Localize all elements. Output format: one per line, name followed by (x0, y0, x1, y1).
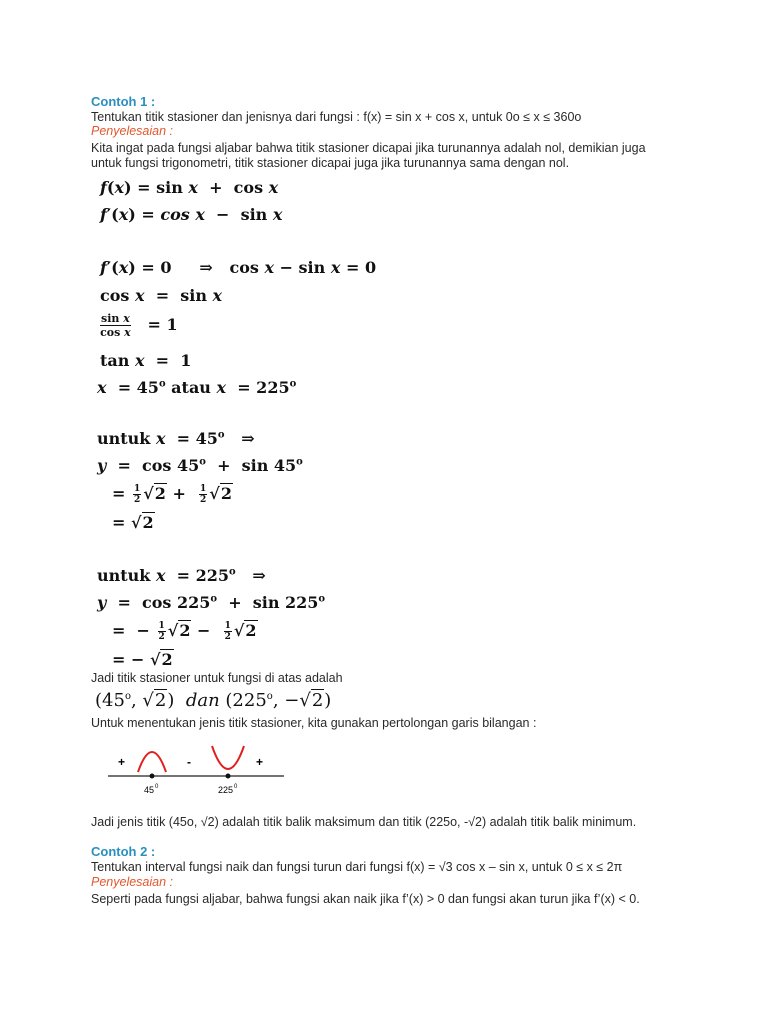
label-45-sup: 0 (155, 784, 159, 790)
label-225-sup: 0 (234, 784, 238, 790)
equation-case2-result: = − √2 (112, 650, 173, 669)
number-line-diagram (100, 740, 290, 800)
conclusion-stationary-points: Jadi titik stasioner untuk fungsi di atas adalah (91, 671, 343, 685)
equation-cos-eq-sin: cos x = sin x (100, 286, 223, 305)
point-225 (226, 774, 231, 779)
sign-1: + (118, 755, 126, 769)
example1-solution-label: Penyelesaian : (91, 124, 174, 138)
equation-f: f(x) = sin x + cos x (100, 178, 279, 197)
equation-solutions: $x = 45^o$ atau $x = 225^o$ (97, 378, 297, 397)
minimum-curve (212, 746, 244, 769)
equation-ratio: $\frac{\text{sin x}}{\text{cos x}} = 1$ (100, 312, 178, 339)
example2-solution-label: Penyelesaian : (91, 875, 174, 889)
equation-case1-result: = √2 (112, 513, 154, 532)
example2-intro: Seperti pada fungsi aljabar, bahwa fungsi akan naik jika f’(x) > 0 dan fungsi akan turun jika f’(x) < 0. (91, 892, 640, 906)
equation-derivative-zero: f′(x) = 0 ⇒ cos x − sin x = 0 (100, 258, 377, 277)
number-line-intro: Untuk menentukan jenis titik stasioner, kita gunakan pertolongan garis bilangan : (91, 716, 537, 730)
label-225: 225 (218, 785, 234, 795)
equation-case1-y: y = cos 45$^o$ + sin 45$^o$ (97, 456, 303, 475)
equation-case1: untuk $x = 45^o$ ⇒ (97, 429, 255, 448)
conclusion-types: Jadi jenis titik (45o, √2) adalah titik balik maksimum dan titik (225o, -√2) adalah titik balik minimum. (91, 815, 637, 829)
equation-case2-step: = − $\frac{1}{2}$ √2 − $\frac{1}{2}$ √2 (112, 621, 257, 642)
example2-heading: Contoh 2 : (91, 844, 156, 859)
example1-intro-line2: untuk fungsi trigonometri, titik stasioner dicapai juga jika turunannya sama dengan nol. (91, 156, 570, 170)
sign-2: - (187, 755, 191, 769)
equation-fprime: f′(x) = cos x − sin x (100, 205, 283, 224)
example2-question: Tentukan interval fungsi naik dan fungsi turun dari fungsi f(x) = √3 cos x – sin x, untuk 0 ≤ x ≤ 2π (91, 860, 623, 874)
equation-stationary-points: (45$^o$, √2) dan ($225^o$, −√2) (95, 690, 332, 711)
point-45 (150, 774, 155, 779)
label-45: 45 (144, 785, 155, 795)
equation-case2-y: y = cos 225$^o$ + sin 225$^o$ (97, 593, 326, 612)
equation-tan: tan x = 1 (100, 351, 192, 370)
example1-heading: Contoh 1 : (91, 94, 156, 109)
equation-case2: untuk $x = 225^o$ ⇒ (97, 566, 266, 585)
example1-question: Tentukan titik stasioner dan jenisnya dari fungsi : f(x) = sin x + cos x, untuk 0o ≤ x ≤ 360o (91, 110, 582, 124)
example1-intro-line1: Kita ingat pada fungsi aljabar bahwa titik stasioner dicapai jika turunannya adalah nol, demikian juga (91, 141, 646, 155)
equation-case1-step: = $\frac{1}{2}$ √2 + $\frac{1}{2}$ √2 (112, 484, 232, 505)
sign-3: + (256, 755, 264, 769)
maximum-curve (138, 752, 166, 772)
